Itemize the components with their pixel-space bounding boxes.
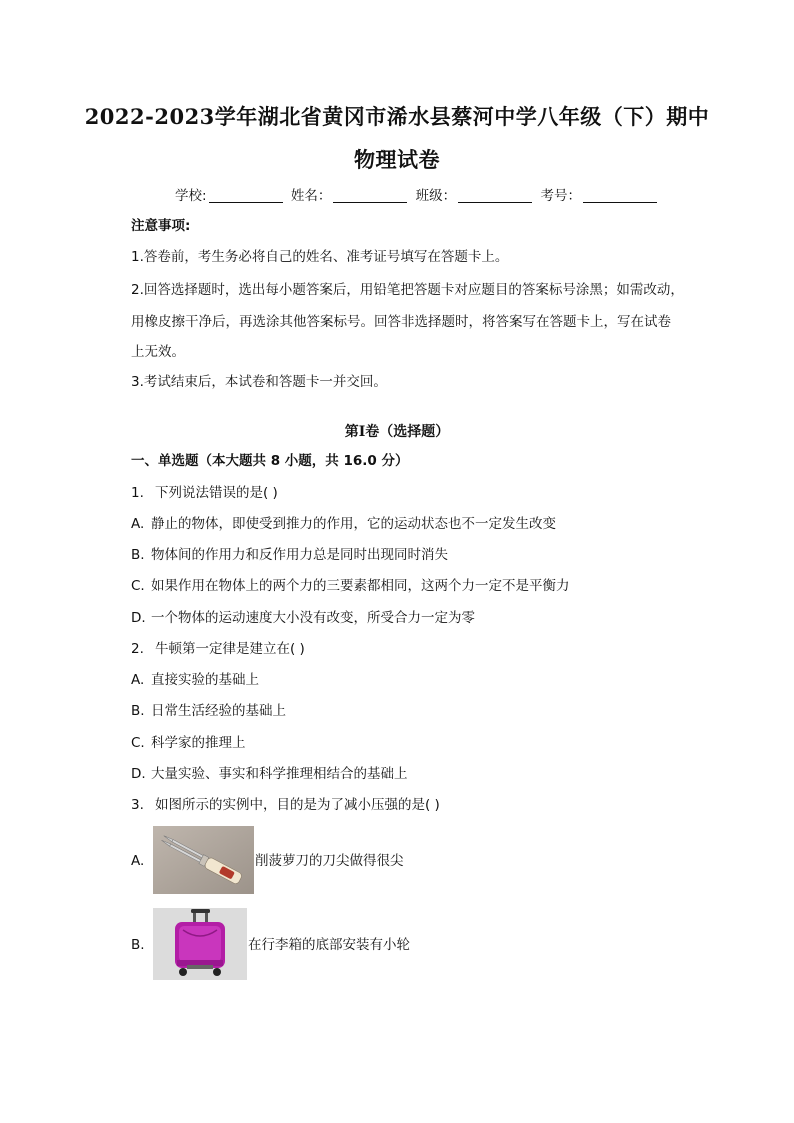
question-1-stem (131, 484, 278, 502)
section-title: 第Ⅰ卷（选择题） (344, 424, 450, 440)
option-key: C. (131, 578, 145, 594)
exam-title-line2: 物理试卷 (354, 147, 440, 172)
question-1-option-b[interactable] (131, 546, 448, 564)
question-1-option-c[interactable] (131, 577, 570, 595)
pineapple-knife-image (153, 826, 254, 894)
option-text: 日常生活经验的基础上 (151, 703, 286, 719)
notice-item-3: 3.考试结束后，本试卷和答题卡一并交回。 (131, 374, 387, 390)
question-text: 如图所示的实例中，目的是为了减小压强的是( ) (155, 797, 440, 813)
question-3-option-a[interactable] (131, 852, 144, 870)
name-label: 姓名： (290, 188, 332, 204)
option-text: 直接实验的基础上 (151, 672, 259, 688)
school-label: 学校: (175, 188, 207, 204)
exam-title-line1: 2022-2023学年湖北省黄冈市浠水县蔡河中学八年级（下）期中 (84, 104, 710, 129)
option-key: A. (131, 672, 145, 688)
question-1-option-d[interactable] (131, 609, 475, 627)
question-2-stem (131, 640, 305, 658)
option-text: 如果作用在物体上的两个力的三要素都相同，这两个力一定不是平衡力 (151, 578, 570, 594)
option-key: D. (131, 610, 146, 626)
option-key: A. (131, 516, 145, 532)
question-text: 下列说法错误的是( ) (155, 485, 278, 501)
option-text: 一个物体的运动速度大小没有改变，所受合力一定为零 (151, 610, 475, 626)
pineapple-knife-icon (153, 826, 254, 894)
part-heading: 一、单选题（本大题共 8 小题，共 16.0 分） (131, 453, 409, 469)
option-key: B. (131, 703, 145, 719)
option-key: C. (131, 735, 145, 751)
option-key: B. (131, 937, 145, 953)
question-2-option-a[interactable] (131, 671, 259, 689)
exam-no-blank[interactable] (583, 188, 657, 203)
question-1-option-a[interactable] (131, 515, 556, 533)
question-text: 牛顿第一定律是建立在( ) (155, 641, 305, 657)
question-number: 2. (131, 641, 144, 657)
option-text: 物体间的作用力和反作用力总是同时出现同时消失 (151, 547, 448, 563)
option-text: 大量实验、事实和科学推理相结合的基础上 (151, 766, 408, 782)
suitcase-image (153, 908, 247, 980)
question-number: 1. (131, 485, 144, 501)
question-number: 3. (131, 797, 144, 813)
suitcase-icon (153, 908, 247, 980)
question-3-stem (131, 796, 440, 814)
question-3-option-b[interactable] (131, 936, 145, 954)
option-text: 科学家的推理上 (151, 735, 246, 751)
option-text: 静止的物体，即使受到推力的作用，它的运动状态也不一定发生改变 (151, 516, 556, 532)
exam-no-label: 考号： (540, 188, 581, 204)
name-blank[interactable] (333, 188, 407, 203)
notice-item-2-line1: 2.回答选择题时，选出每小题答案后，用铅笔把答题卡对应题目的答案标号涂黑；如需改动， (131, 282, 684, 298)
option-key: D. (131, 766, 146, 782)
class-label: 班级： (415, 188, 457, 204)
school-blank[interactable] (209, 188, 283, 203)
notice-item-2-line2: 用橡皮擦干净后，再选涂其他答案标号。回答非选择题时，将答案写在答题卡上，写在试卷 (131, 314, 671, 330)
notice-heading: 注意事项: (131, 218, 191, 234)
notice-item-1: 1.答卷前，考生务必将自己的姓名、准考证号填写在答题卡上。 (131, 249, 509, 265)
question-2-option-d[interactable] (131, 765, 408, 783)
class-blank[interactable] (458, 188, 532, 203)
option-key: B. (131, 547, 145, 563)
question-3-option-b-text: 在行李箱的底部安装有小轮 (248, 937, 410, 953)
question-2-option-c[interactable] (131, 734, 246, 752)
student-info-row (175, 187, 661, 205)
notice-item-2-line3: 上无效。 (131, 344, 185, 360)
option-key: A. (131, 853, 145, 869)
question-2-option-b[interactable] (131, 702, 286, 720)
question-3-option-a-text: 削菠萝刀的刀尖做得很尖 (255, 853, 404, 869)
